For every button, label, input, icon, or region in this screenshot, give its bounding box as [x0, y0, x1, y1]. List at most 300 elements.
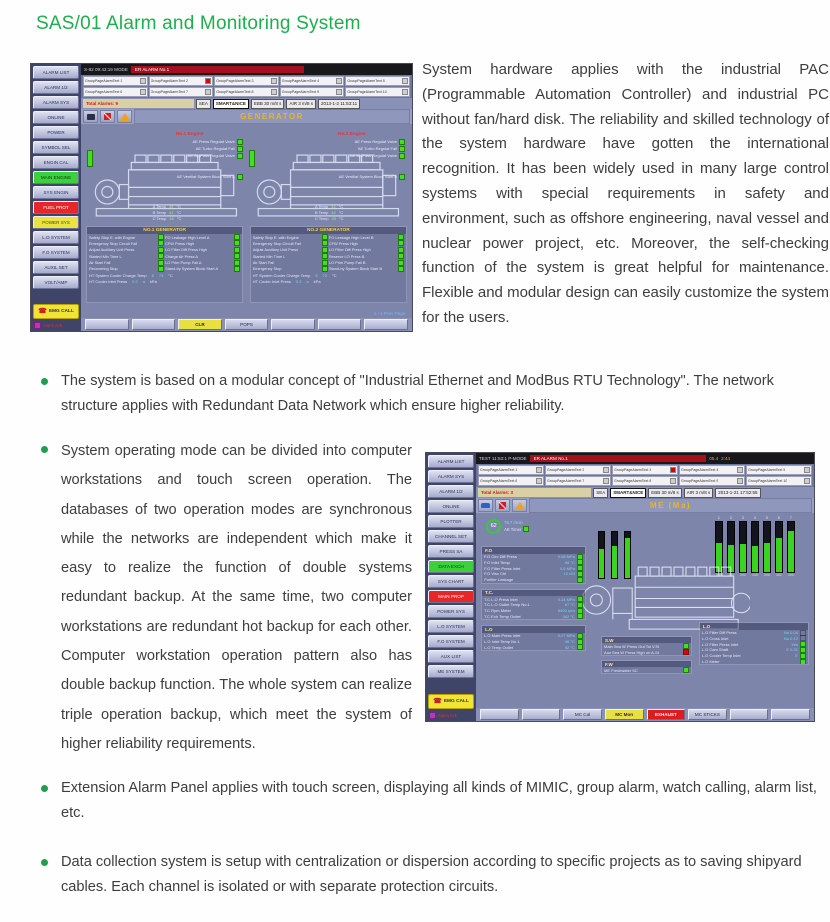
alarm-row: Emergency Stop Circuit Fail CFW Press High — [87, 240, 242, 246]
value-row: L.O Main Press Inlet 0.27 MPa — [482, 633, 585, 639]
group-alarm-label: GroupPageAlarmText 10 — [347, 90, 387, 94]
bottom-button[interactable] — [271, 319, 315, 330]
status-led — [322, 253, 328, 259]
group-alarm-cell[interactable] — [149, 76, 214, 86]
group-alarm-label: GroupPageAlarmText 9 — [681, 479, 719, 483]
group-alarm-cell[interactable] — [214, 87, 279, 97]
alarm-row: Started Min Time L Charge Air Press A — [87, 253, 242, 259]
status-led — [398, 266, 404, 272]
cylinder-bar — [763, 517, 771, 577]
rpm-readout: 76.7 r/min — [504, 520, 523, 526]
bottom-button[interactable]: MC Cal — [563, 709, 602, 720]
alarm-row: Recovering Stop Stand-by System Block Start A — [87, 266, 242, 272]
sidebar-button[interactable] — [428, 530, 474, 543]
group-alarm-label: GroupPageAlarmText 3 — [216, 79, 254, 83]
sidebar-button[interactable] — [33, 66, 79, 79]
generator-2-panel — [250, 226, 407, 304]
sidebar-button-label: MAIN ENGINE — [40, 175, 72, 180]
status-led — [158, 234, 164, 240]
meter-rows — [251, 272, 406, 285]
sidebar-button[interactable] — [428, 500, 474, 513]
system-clock: S-82 09:43:19 MODE — [84, 67, 128, 72]
group-alarm-cell[interactable] — [545, 476, 611, 486]
bottom-button[interactable] — [480, 709, 519, 720]
sidebar-button[interactable] — [33, 246, 79, 259]
sidebar-button[interactable] — [428, 545, 474, 558]
fo-panel — [481, 546, 586, 583]
tools-button[interactable] — [100, 110, 115, 123]
note-row: AE Press Regulat Valve — [355, 139, 405, 145]
value-row: T.C L.O Press Inlet 0.14 MPa — [482, 596, 585, 602]
tools-button[interactable] — [495, 499, 510, 512]
group-alarm-indicator — [804, 467, 810, 473]
sidebar-button[interactable] — [33, 126, 79, 139]
engine-1-label: No.1 Engine — [175, 131, 204, 137]
bottom-button[interactable]: EXHAUST — [647, 709, 686, 720]
emg-call-label: EMG CALL — [48, 309, 74, 314]
note-row: AE By-Pass Regulat Valve — [188, 153, 243, 159]
sidebar-button-label: PLOTTER — [440, 519, 462, 524]
ack-icon — [34, 322, 41, 329]
panel-header: F.O — [482, 547, 585, 554]
group-alarm-cell[interactable] — [280, 87, 345, 97]
group-alarm-label: GroupPageAlarmText 3 — [614, 468, 652, 472]
sidebar-button[interactable] — [33, 276, 79, 289]
sidebar-button-label: AUXIL SET — [44, 265, 68, 270]
air-readout: AIR 3 m/8 s — [684, 488, 714, 498]
group-alarm-label: GroupPageAlarmText 1 — [480, 468, 518, 472]
group-alarm-label: GroupPageAlarmText 1 — [85, 79, 123, 83]
group-alarm-indicator — [804, 478, 810, 484]
right-lo-panel — [699, 622, 809, 665]
group-alarm-cell[interactable] — [83, 76, 148, 86]
mid-panel-column — [601, 636, 692, 674]
print-button[interactable] — [83, 110, 98, 123]
cylinder-number: 7 — [789, 515, 792, 520]
warning-icon — [515, 502, 525, 510]
sidebar-button-label: F.O SYSTEM — [42, 250, 70, 255]
sidebar-button-label: ALARM LIST — [42, 70, 70, 75]
value-row: Purifier Leakage — [482, 577, 585, 583]
sidebar-button-label: SYMBOL SEL — [41, 145, 71, 150]
alarm-warn-button[interactable] — [512, 499, 527, 512]
sidebar-button-label: POWER — [47, 130, 65, 135]
cylinder-bar — [787, 517, 795, 577]
alarm-ack-strip[interactable] — [428, 709, 474, 721]
bottom-button-bar — [81, 318, 412, 331]
group-alarm-label: GroupPageAlarmText 8 — [614, 479, 652, 483]
group-alarm-cell[interactable] — [345, 87, 410, 97]
sidebar-button[interactable] — [428, 575, 474, 588]
main-area — [476, 453, 814, 721]
group-alarm-cell[interactable] — [345, 76, 410, 86]
status-led — [398, 247, 404, 253]
meter-rows — [87, 272, 242, 285]
panel-header: L.O — [700, 623, 808, 630]
lo-panel — [481, 625, 586, 651]
group-alarm-label: GroupPageAlarmText 2 — [150, 79, 188, 83]
page-title: SAS/01 Alarm and Monitoring System — [36, 13, 361, 34]
page-indicator[interactable]: 1 / 1 Prev Page — [373, 311, 406, 317]
status-led — [398, 234, 404, 240]
top-status-bar — [476, 453, 814, 464]
alarm-row: Safety Stop E. with Engine FO Leakage High Level B — [251, 234, 406, 240]
status-led — [234, 266, 240, 272]
alarm-banner: ER ALARM No.1 — [530, 455, 707, 462]
sidebar-buttons — [33, 66, 79, 289]
status-led — [234, 240, 240, 246]
panel-header: S.W — [602, 637, 691, 644]
alarm-row: Air Start Fail LO Prim Pump Fail B — [251, 259, 406, 265]
main-engine-mimic-area — [476, 513, 814, 708]
bottom-button[interactable]: CLR — [178, 319, 222, 330]
value-row: L.O Cam Shaft E 0.31 — [700, 647, 808, 653]
status-led — [322, 247, 328, 253]
group-alarm-label: GroupPageAlarmText 9 — [281, 90, 320, 94]
status-led — [398, 253, 404, 259]
bottom-button[interactable]: MC STICKS — [688, 709, 727, 720]
group-alarm-cell[interactable] — [679, 476, 745, 486]
sea-state: SEA — [593, 488, 608, 498]
cylinder-number: 6 — [777, 515, 780, 520]
engine-1-wide-note: AE Ventilat System Block Start A — [177, 174, 243, 180]
sidebar-button[interactable] — [33, 141, 79, 154]
total-alarms: Total Alarms: 3 — [478, 488, 591, 497]
bottom-button[interactable]: MC Mon — [605, 709, 644, 720]
sidebar-button-label: DATA EXCH — [438, 564, 464, 569]
temp-row: A Temp 45 °C — [152, 204, 181, 210]
sidebar-button[interactable] — [33, 111, 79, 124]
value-row: F.O Visc Ctrl 12 cSt — [482, 571, 585, 577]
group-alarm-cell[interactable] — [612, 465, 678, 475]
note-row: AE Turbo Regulat Fail — [196, 146, 243, 152]
tools-icon — [104, 113, 111, 120]
group-alarm-indicator — [271, 89, 277, 95]
temp-row: A Temp 44 °C — [314, 204, 344, 210]
status-led — [577, 613, 583, 619]
status-led — [322, 260, 328, 266]
bottom-button-bar — [476, 708, 814, 721]
value-row: L.O Cross Inlet No 0.12 — [700, 635, 808, 641]
engine-1-temps — [153, 204, 182, 221]
sidebar-button[interactable] — [33, 81, 79, 94]
cylinder-bar — [775, 517, 783, 577]
value-row: L.O Inlet Temp No.1 46 °C — [482, 639, 585, 645]
meter-row: HT Cooler Inlet Press 0.2 a kPa — [88, 278, 157, 284]
bullet-modular-concept: The system is based on a modular concept of "Industrial Ethernet and ModBus RTU Technology". The network structure applies with Redundant Data Network which ensure higher reliability. — [38, 369, 818, 419]
status-led — [322, 234, 328, 240]
sidebar-button-label: SYS CHART — [437, 579, 465, 584]
panel-header: T.C. — [482, 590, 585, 597]
alarm-row: Adjust Auxiliary Unit Press LO Filter Diff Press High — [251, 247, 406, 253]
alarm-row: Emergency Stop Circuit Fail CFW Press High — [251, 240, 406, 246]
ebb-readout: EBB 30 m/8 s — [648, 488, 682, 498]
value-row: L.O Temp Outlet 52 °C — [482, 644, 585, 650]
status-led — [577, 577, 583, 583]
group-alarm-label: GroupPageAlarmText 8 — [216, 90, 254, 94]
group-alarm-label: GroupPageAlarmText 4 — [281, 79, 320, 83]
sidebar-button[interactable] — [428, 650, 474, 663]
bullet-operating-mode: System operating mode can be divided into computer workstations and touch screen operation. The databases of two operation modes are synchronous while the networks are independent which make it easy to realize the function of double systems redundant backup. At the same time, two computer workstations are redundant hot backup for each other. Computer workstation operation pattern also has double backup function. The whole system can realize triple operation backup, which meet the system of higher reliability requirements. — [38, 437, 412, 759]
status-row — [476, 487, 814, 498]
value-row: ME Freshwater SC — [602, 667, 691, 673]
bottom-button[interactable] — [771, 709, 810, 720]
temp-row: C Temp 46 °C — [152, 216, 182, 222]
status-led — [398, 240, 404, 246]
group-alarm-cell[interactable] — [478, 476, 544, 486]
value-row: L.O Filter Press Inlet Yes — [700, 641, 808, 647]
sidebar-button[interactable] — [428, 590, 474, 603]
group-alarm-label: GroupPageAlarmText 6 — [85, 90, 123, 94]
sidebar-button[interactable] — [33, 231, 79, 244]
engine-2-label: No.2 Engine — [338, 131, 366, 137]
sidebar-button-label: L.O SYSTEM — [437, 624, 465, 629]
sidebar-button-label: SYS ENGIN — [43, 190, 69, 195]
group-alarm-label: GroupPageAlarmText 7 — [547, 479, 585, 483]
group-alarm-label: GroupPageAlarmText 2 — [547, 468, 585, 472]
group-alarm-indicator — [737, 478, 743, 484]
cylinder-temp: 342 — [739, 572, 747, 577]
bottom-button[interactable] — [132, 319, 176, 330]
panel-header: F.W — [602, 661, 691, 668]
sidebar-button-label: PRESS SA — [439, 549, 463, 554]
mode-indicator: SMART&NICE — [610, 488, 646, 498]
engine-2-block — [248, 132, 407, 223]
status-led — [322, 240, 328, 246]
sidebar-button-label: POWER SYS — [42, 220, 70, 225]
sidebar-buttons — [428, 455, 474, 678]
sidebar-button[interactable] — [428, 635, 474, 648]
sidebar-button[interactable] — [33, 201, 79, 214]
rpm-gauge — [486, 519, 529, 534]
ae-timer-label: AE Timer — [504, 526, 522, 532]
system-clock: TEST 11:53:1 P-MODE — [479, 456, 527, 461]
panel-header: NO.1 GENERATOR — [87, 227, 242, 234]
cylinder-number: 3 — [741, 515, 744, 520]
phone-icon: ☎ — [38, 308, 47, 315]
panel-header: NO.2 GENERATOR — [251, 227, 406, 234]
panel-header: L.O — [482, 626, 585, 633]
cylinder-number: 5 — [765, 515, 768, 520]
engine-2-wide-note: AE Ventilat System Block Start B — [339, 174, 405, 180]
tools-icon — [499, 502, 506, 509]
cylinder-number: 2 — [729, 515, 732, 520]
ack-label: Alarm Ack — [438, 712, 457, 718]
alarm-row: Adjust Auxiliary Unit Press LO Filter Diff Press High — [87, 247, 242, 253]
status-led — [158, 266, 164, 272]
sidebar-button[interactable] — [33, 186, 79, 199]
group-alarm-grid — [476, 464, 814, 487]
meter-row: HT Cooler Inlet Press 0.2 a kPa — [252, 278, 321, 284]
fw-panel — [601, 660, 692, 674]
sw-panel — [601, 636, 692, 656]
group-alarm-cell[interactable] — [612, 476, 678, 486]
temp-row: B Temp 41 °C — [152, 210, 182, 216]
temp-row: C Temp 45 °C — [314, 216, 344, 222]
sidebar-button-label: POWER SYS — [437, 609, 465, 614]
status-led — [234, 253, 240, 259]
printer-icon — [87, 114, 95, 120]
bottom-button[interactable] — [85, 319, 129, 330]
engine-2-temps — [315, 204, 344, 221]
bullet-data-collection: Data collection system is setup with centralization or dispersion according to specific projects as to saving shipyard cables. Each channel is isolated or with separate protection circuits. — [38, 850, 820, 900]
sidebar-button[interactable] — [33, 171, 79, 184]
bullet-extension-alarm-panel: Extension Alarm Panel applies with touch screen, displaying all kinds of MIMIC, group alarm, watch calling, alarm list, etc. — [38, 776, 820, 826]
status-led — [800, 659, 806, 665]
datetime-readout: 2013-1-21 17:52:55 — [715, 488, 760, 498]
sidebar-button-label: AUX LIST — [440, 654, 462, 659]
sidebar-button[interactable] — [428, 560, 474, 573]
bottom-button[interactable] — [730, 709, 769, 720]
sidebar-button[interactable] — [33, 261, 79, 274]
value-row: F.O Inlet Temp 98 °C — [482, 559, 585, 565]
sea-state: SEA — [196, 99, 211, 109]
group-alarm-cell[interactable] — [149, 87, 214, 97]
group-alarm-indicator — [603, 467, 609, 473]
sidebar-button[interactable] — [33, 96, 79, 109]
cylinder-temp: 346 — [763, 572, 771, 577]
value-row: L.O Meter — [700, 659, 808, 665]
alarm-row: Emergency Stop Stand-by System Block Start B — [251, 266, 406, 272]
sidebar-button-label: ALARM 1/2 — [44, 85, 68, 90]
mimic-title: GENERATOR — [134, 109, 410, 124]
ship-button[interactable] — [478, 499, 493, 512]
bottom-button[interactable] — [522, 709, 561, 720]
sidebar-button-label: ONLINE — [442, 504, 460, 509]
generator-1-panel — [86, 226, 243, 304]
group-alarm-label: GroupPageAlarmText 7 — [150, 90, 188, 94]
group-alarm-indicator — [536, 478, 542, 484]
cylinder-temp: 340 — [727, 572, 735, 577]
sidebar-button[interactable] — [428, 515, 474, 528]
engine-1-block — [86, 132, 245, 223]
sidebar-button[interactable] — [428, 470, 474, 483]
sidebar-button[interactable] — [428, 605, 474, 618]
group-alarm-cell[interactable] — [545, 465, 611, 475]
cylinder-bar — [751, 517, 759, 577]
group-alarm-indicator — [140, 78, 146, 84]
air-readout: AIR 3 m/8 s — [286, 99, 316, 109]
sidebar-button[interactable] — [33, 156, 79, 169]
group-alarm-indicator — [336, 89, 342, 95]
group-alarm-cell[interactable] — [214, 76, 279, 86]
group-alarm-indicator — [205, 89, 211, 95]
top-status-bar — [81, 64, 412, 75]
status-led — [523, 526, 529, 532]
value-row: Main Sea W Press Out Tol V.Sl — [602, 643, 691, 649]
toolbar — [476, 498, 814, 513]
sidebar-button-label: ALARM LIST — [437, 459, 465, 464]
emg-call-button[interactable] — [33, 304, 79, 319]
value-row: F.O Filter Press Inlet 0.6 MPa — [482, 565, 585, 571]
group-alarm-label: GroupPageAlarmText 6 — [480, 479, 518, 483]
status-led — [398, 260, 404, 266]
mimic-title: ME (Ma) — [529, 498, 812, 513]
group-alarm-grid — [81, 75, 412, 98]
sidebar-button-label: FUEL PROT — [43, 205, 69, 210]
sidebar-button-label: ALARM SYS — [437, 474, 465, 479]
cylinder-temp: 358 — [787, 572, 795, 577]
alarm-panels — [86, 226, 407, 304]
total-alarms: Total Alarms: 9 — [83, 99, 194, 108]
warning-icon — [120, 113, 130, 121]
sidebar-button-label: ALARM SYS — [42, 100, 70, 105]
value-row: L.O Cooler Temp Inlet E — [700, 653, 808, 659]
group-alarm-indicator — [271, 78, 277, 84]
ack-label: Alarm Ack — [43, 322, 62, 328]
alarm-ack-strip[interactable] — [33, 319, 79, 331]
ship-icon — [481, 503, 490, 508]
temp-row: B Temp 42 °C — [314, 210, 344, 216]
note-row: AE Press Regulat Valve — [192, 139, 242, 145]
bottom-button[interactable] — [318, 319, 362, 330]
emg-call-label: EMG CALL — [443, 699, 469, 704]
group-alarm-label: GroupPageAlarmText 4 — [681, 468, 719, 472]
group-alarm-cell[interactable] — [478, 465, 544, 475]
value-row: L.O Filter Diff Press No 0.04 — [700, 630, 808, 636]
group-alarm-indicator — [670, 478, 676, 484]
sidebar-button[interactable] — [428, 455, 474, 468]
screenshot-generator-mimic — [30, 63, 413, 332]
value-row: F.O Circ Diff Press 0.08 MPa — [482, 554, 585, 560]
alarm-warn-button[interactable] — [117, 110, 132, 123]
value-row: T.C L.O Outlet Temp No.1 67 °C — [482, 602, 585, 608]
sidebar-button[interactable] — [428, 665, 474, 678]
aux-readout-1: 05.4 — [709, 456, 719, 461]
meter-row: HT System Cooler Charge Temp 8 73 °C — [88, 273, 173, 279]
main-area — [81, 64, 412, 331]
note-row: AE By-Pass Regulat Valve — [350, 153, 405, 159]
left-panel-column — [481, 546, 586, 651]
emg-call-button[interactable] — [428, 694, 474, 709]
group-alarm-cell[interactable] — [83, 87, 148, 97]
meter-row: HT System Cooler Charge Temp 8 72 °C — [252, 273, 337, 279]
sidebar-button[interactable] — [428, 485, 474, 498]
status-led — [683, 649, 689, 655]
value-row: T.C Exh Temp Outlet 342 °C — [482, 614, 585, 620]
datetime-readout: 2013-1-2 11:53:11 — [318, 99, 360, 109]
group-alarm-indicator — [205, 78, 211, 84]
group-alarm-indicator — [536, 467, 542, 473]
sidebar-button-label: ME SYSTEM — [437, 669, 465, 674]
group-alarm-cell[interactable] — [679, 465, 745, 475]
screenshot-main-engine-mimic — [425, 452, 815, 722]
bottom-button[interactable] — [364, 319, 408, 330]
sidebar-button[interactable] — [428, 620, 474, 633]
status-led — [234, 260, 240, 266]
alarm-row: Started Min Time L Reserve LO Press B — [251, 253, 406, 259]
group-alarm-indicator — [603, 478, 609, 484]
status-led — [683, 667, 689, 673]
group-alarm-cell[interactable] — [746, 476, 812, 486]
group-alarm-label: GroupPageAlarmText 5 — [347, 79, 385, 83]
tc-panel — [481, 589, 586, 621]
sidebar-button-label: VOLT/AMP — [44, 280, 68, 285]
bottom-button[interactable]: POPS — [225, 319, 269, 330]
sidebar-button[interactable] — [33, 216, 79, 229]
group-alarm-indicator — [402, 78, 408, 84]
value-row: T.C Rpm Meter 8400 rpm — [482, 608, 585, 614]
group-alarm-cell[interactable] — [746, 465, 812, 475]
status-led — [322, 266, 328, 272]
rpm-dial: 62 — [486, 519, 501, 534]
group-alarm-indicator — [737, 467, 743, 473]
note-row: AE Turbo Regulat Fail — [358, 146, 405, 152]
alarm-banner: ER ALARM No.1 — [131, 66, 304, 73]
cylinder-temp: 338 — [751, 572, 759, 577]
toolbar — [81, 109, 412, 124]
group-alarm-cell[interactable] — [280, 76, 345, 86]
